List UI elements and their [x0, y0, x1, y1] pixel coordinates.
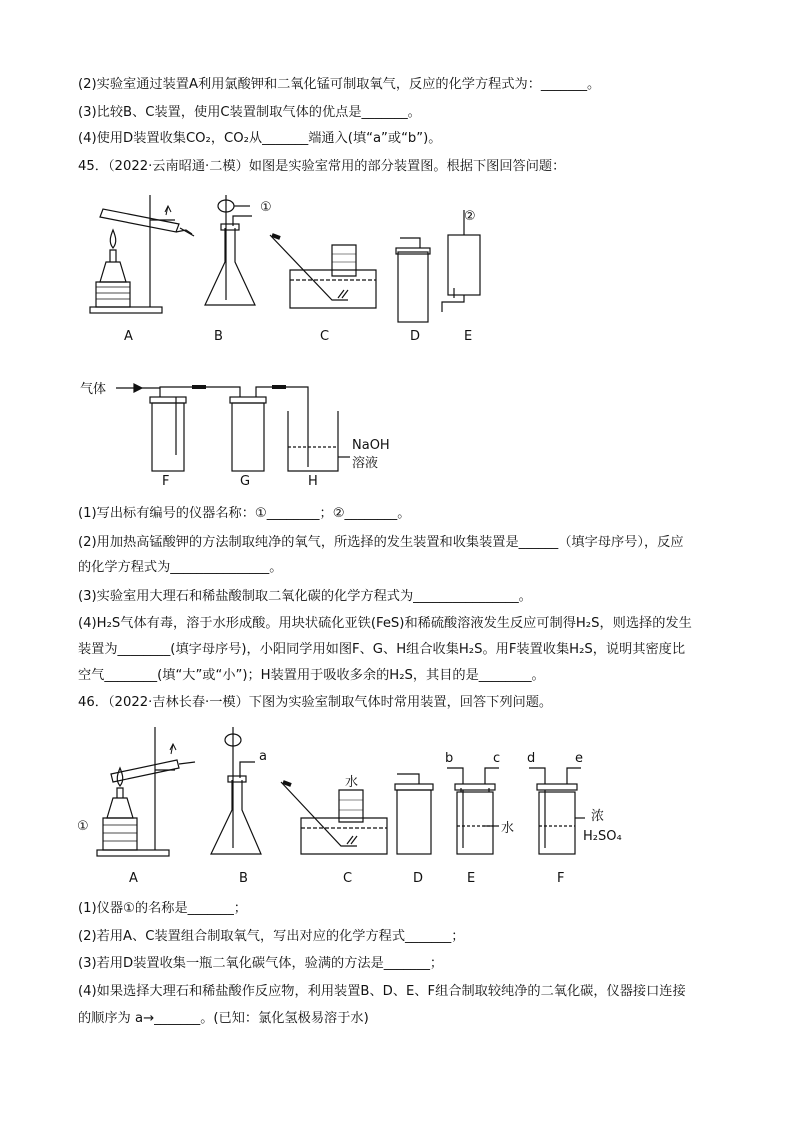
question-46-part4: (4)如果选择大理石和稀盐酸作反应物，利用装置B、D、E、F组合制取较纯净的二氧化碳，仪器接口连接	[78, 984, 686, 999]
port-d: d	[527, 751, 536, 766]
label-f: F	[162, 474, 170, 485]
label-b: B	[239, 871, 248, 886]
question-45-part4: (4)H₂S气体有毒，溶于水形成酸。用块状硫化亚铁(FeS)和稀硫酸溶液发生反应可制得H₂S，则选择的发生	[78, 616, 692, 631]
marker-1: ①	[77, 819, 89, 834]
port-e: e	[575, 751, 583, 766]
label-e: E	[464, 329, 473, 344]
h2so4-label: H₂SO₄	[583, 829, 622, 844]
question-45-part1: (1)写出标有编号的仪器名称：①________；②________。	[78, 506, 411, 521]
question-44-part4: (4)使用D装置收集CO₂，CO₂从_______端通入(填“a”或“b”)。	[78, 131, 442, 146]
port-c: c	[493, 751, 501, 766]
water-label-e: 水	[501, 821, 515, 836]
label-h: H	[308, 474, 318, 485]
question-45-part2: (2)用加热高锰酸钾的方法制取纯净的氧气，所选择的发生装置和收集装置是______（填字母序号），反应	[78, 535, 684, 550]
question-44-part2: (2)实验室通过装置A利用氯酸钾和二氧化锰可制取氧气，反应的化学方程式为：_______。	[78, 77, 601, 92]
conc-label: 浓	[591, 809, 605, 824]
label-d: D	[413, 871, 424, 886]
solution-label: 溶液	[352, 456, 379, 471]
question-46-stem: 46．（2022·吉林长春·一模）下图为实验室制取气体时常用装置，回答下列问题。	[78, 695, 553, 710]
stand-base	[90, 307, 162, 313]
label-d: D	[410, 329, 421, 344]
label-a: A	[124, 329, 133, 344]
naoh-label: NaOH	[352, 438, 390, 453]
label-e: E	[467, 871, 476, 886]
question-46-part1: (1)仪器①的名称是_______；	[78, 901, 247, 916]
gas-label: 气体	[80, 382, 107, 397]
figure-apparatus-f-g-h	[80, 375, 400, 485]
figure-apparatus-a-to-e	[80, 190, 500, 355]
label-f: F	[557, 871, 565, 886]
question-45-part3: (3)实验室用大理石和稀盐酸制取二氧化碳的化学方程式为________________。	[78, 589, 532, 604]
label-c: C	[343, 871, 353, 886]
label-a: A	[129, 871, 138, 886]
port-a: a	[259, 749, 267, 764]
question-46-part2: (2)若用A、C装置组合制取氧气，写出对应的化学方程式_______；	[78, 929, 465, 944]
label-g: G	[240, 474, 251, 485]
question-45-part2-cont: 的化学方程式为_______________。	[78, 560, 283, 575]
question-45-stem: 45．（2022·云南昭通·二模）如图是实验室常用的部分装置图。根据下图回答问题：	[78, 159, 566, 174]
question-46-part3: (3)若用D装置收集一瓶二氧化碳气体，验满的方法是_______；	[78, 956, 444, 971]
question-46-part4-cont: 的顺序为 a→_______。(已知：氯化氢极易溶于水)	[78, 1011, 369, 1026]
port-b: b	[445, 751, 454, 766]
water-label: 水	[345, 775, 359, 790]
question-45-part4-cont2: 空气________(填“大”或“小”)；H装置用于吸收多余的H₂S，其目的是________。	[78, 668, 545, 683]
label-c: C	[320, 329, 330, 344]
figure-apparatus-46	[75, 722, 635, 887]
marker-1: ①	[260, 200, 272, 215]
question-45-part4-cont: 装置为________(填字母序号)，小阳同学用如图F、G、H组合收集H₂S。用F装置收集H₂S，说明其密度比	[78, 642, 686, 657]
label-b: B	[214, 329, 223, 344]
question-44-part3: (3)比较B、C装置，使用C装置制取气体的优点是_______。	[78, 105, 421, 120]
marker-2: ②	[464, 209, 476, 224]
